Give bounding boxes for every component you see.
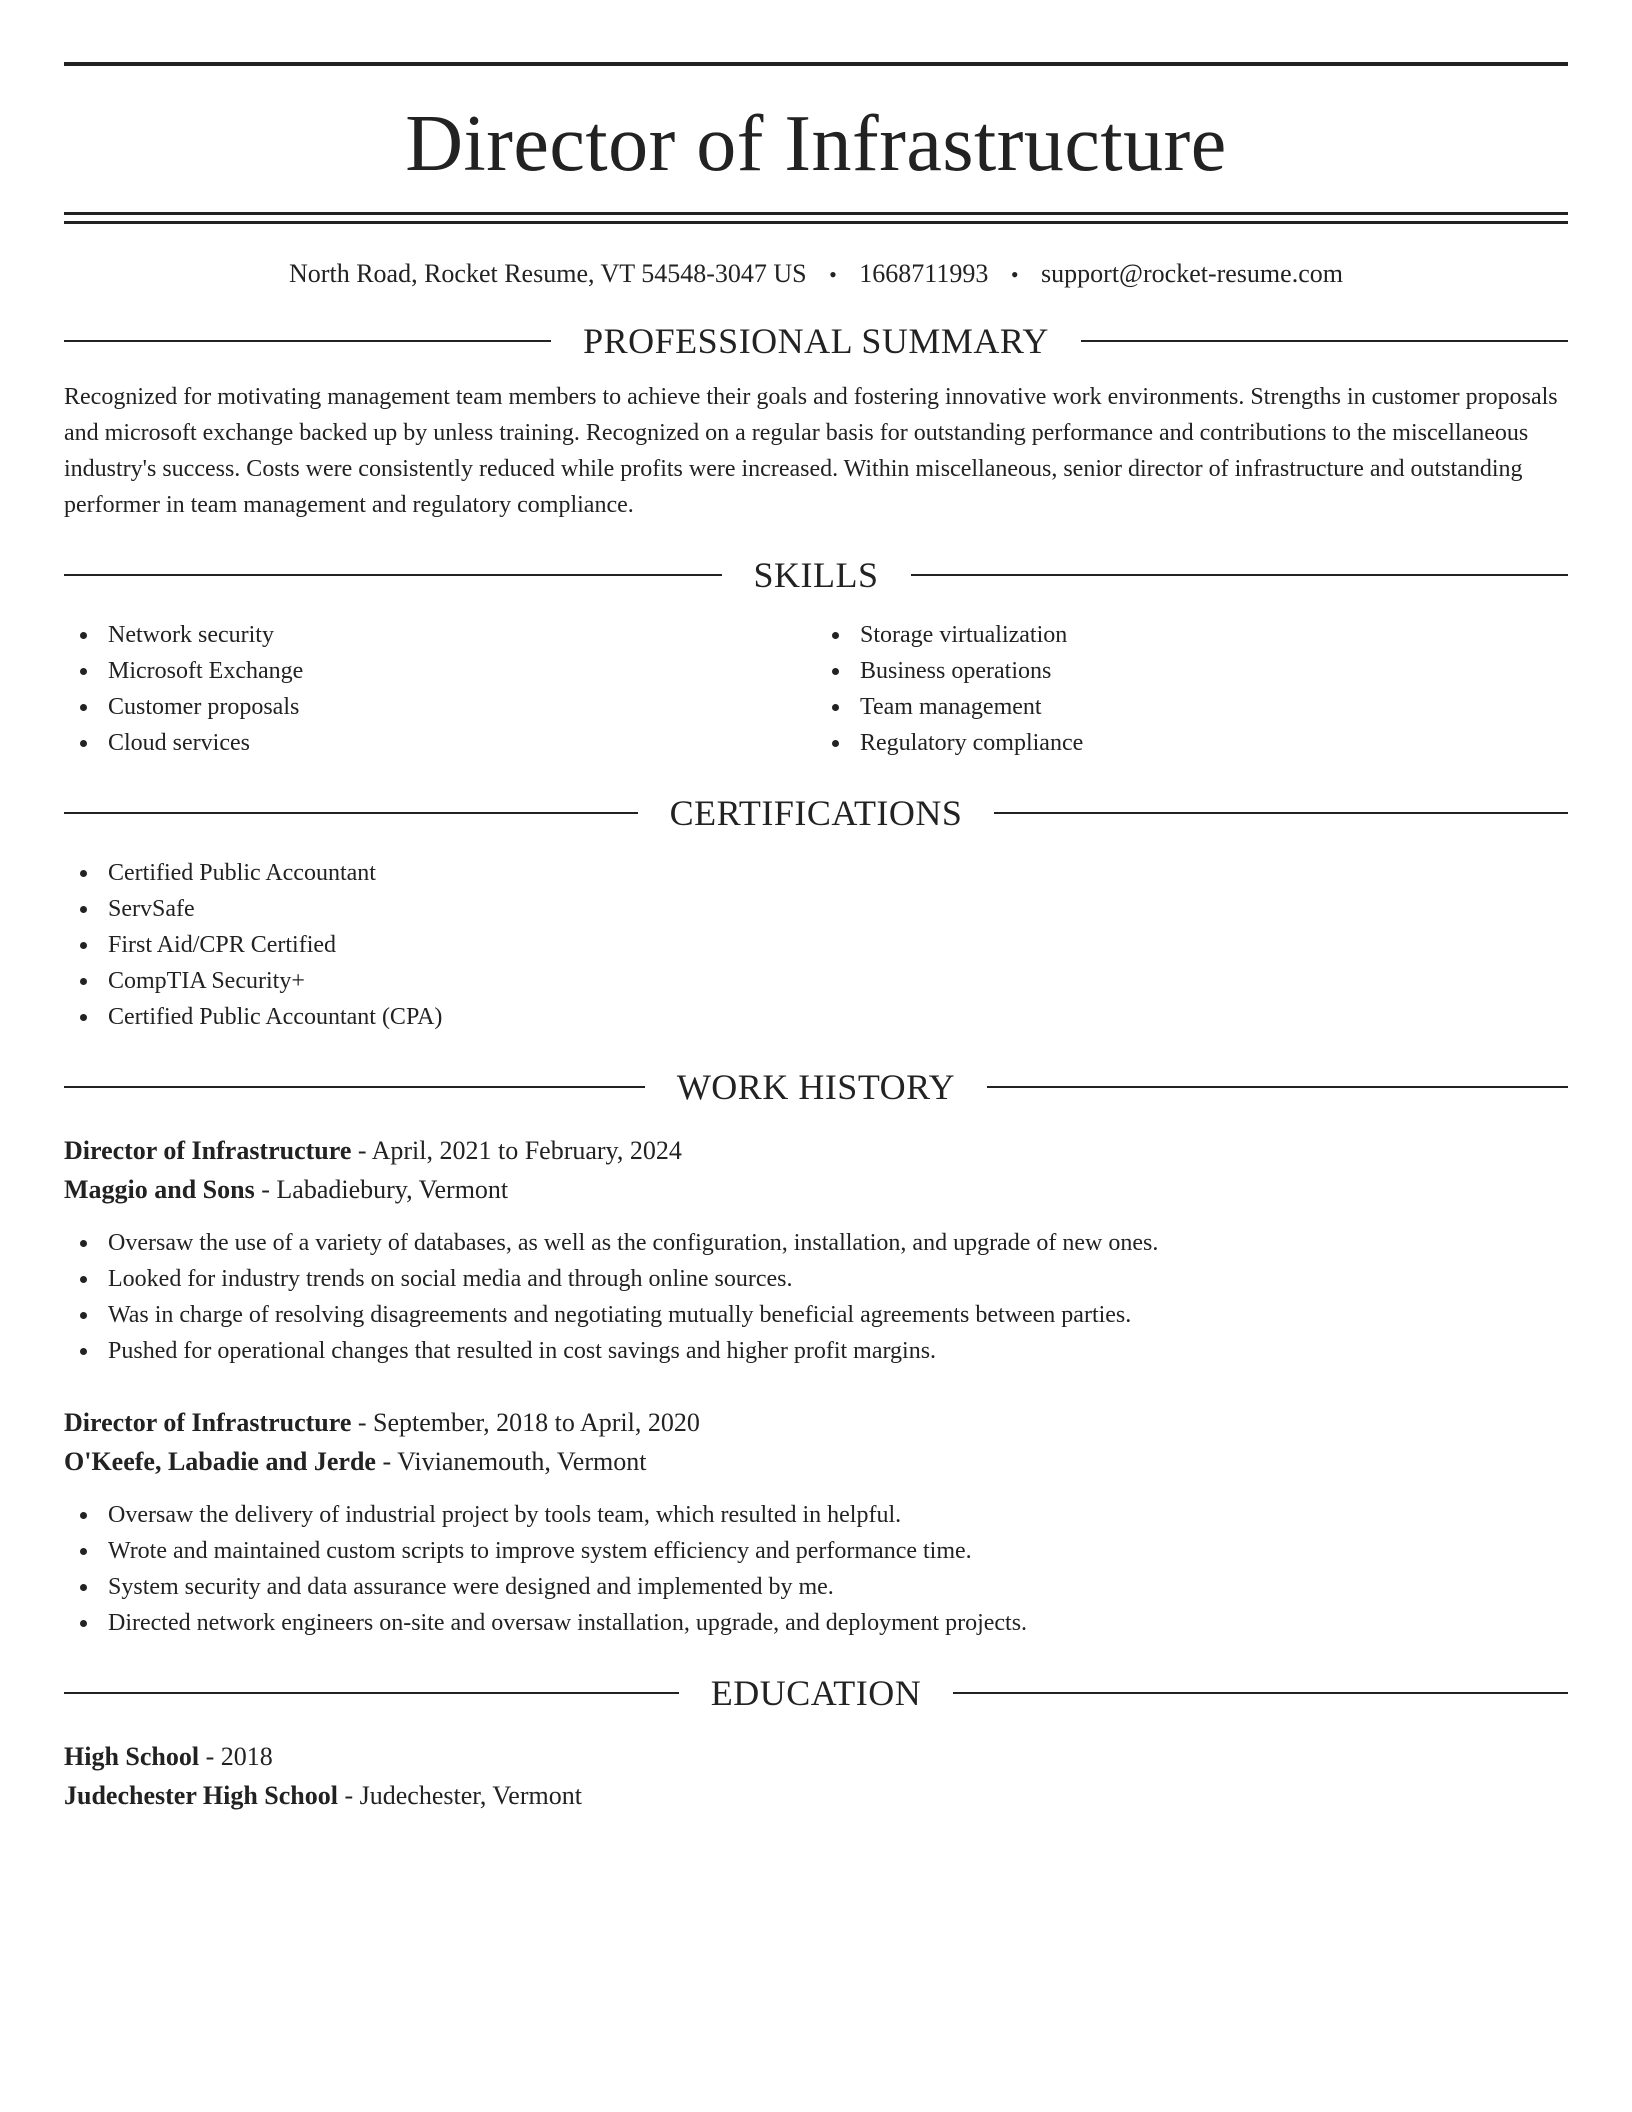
job-company-line [64,1170,1568,1209]
job-title-line [64,1131,1568,1170]
skill-item: Regulatory compliance [816,725,1568,761]
skills-title: SKILLS [753,555,879,596]
skill-item: Team management [816,689,1568,725]
heading-rule-right [987,1086,1568,1088]
summary-text: Recognized for motivating management team members to achieve their goals and fostering innovative work environments. Strengths in customer proposals and microsoft exchange backed up by unless training. Recognized on a regular basis for outstanding performance and contributions to the miscellaneous industry's success. Costs were consistently reduced while profits were increased. Within miscellaneous, senior director of infrastructure and outstanding performer in team management and regulatory compliance. [64,384,1558,519]
job-bullet: System security and data assurance were designed and implemented by me. [64,1569,1568,1605]
education-entry [64,1737,1568,1815]
heading-rule-left [64,574,722,576]
job-location: - Labadiebury, Vermont [254,1175,509,1205]
skills-grid [64,617,1568,761]
job-title-line [64,1403,1568,1442]
certification-item: First Aid/CPR Certified [64,927,1568,963]
job-company-line [64,1442,1568,1481]
job-bullet: Directed network engineers on-site and oversaw installation, upgrade, and deployment projects. [64,1605,1568,1641]
contact-line [64,258,1568,289]
skill-item: Microsoft Exchange [64,653,816,689]
skill-item: Cloud services [64,725,816,761]
heading-rule-right [994,812,1568,814]
double-rule [64,212,1568,224]
contact-separator: • [1010,262,1019,287]
heading-rule-left [64,1692,679,1694]
certifications-heading [64,793,1568,834]
skills-heading [64,555,1568,596]
skill-item: Customer proposals [64,689,816,725]
work-title: WORK HISTORY [676,1067,956,1108]
top-rule [64,62,1568,66]
work-heading [64,1067,1568,1108]
summary-title: PROFESSIONAL SUMMARY [583,321,1049,362]
job-bullet: Looked for industry trends on social media and through online sources. [64,1261,1568,1297]
certification-item: CompTIA Security+ [64,963,1568,999]
job-company: Maggio and Sons [64,1175,255,1205]
certifications-list [64,855,1568,1035]
certification-item: ServSafe [64,891,1568,927]
job-dates: - April, 2021 to February, 2024 [351,1136,682,1166]
job-location: - Vivianemouth, Vermont [375,1447,647,1477]
job-title: Director of Infrastructure [64,1136,352,1166]
education-year: - 2018 [199,1742,273,1772]
job-bullet: Pushed for operational changes that resulted in cost savings and higher profit margins. [64,1333,1568,1369]
job-entry [64,1403,1568,1641]
contact-phone: 1668711993 [859,259,989,288]
job-bullets [64,1225,1568,1369]
job-bullets [64,1497,1568,1641]
job-bullet: Oversaw the delivery of industrial project by tools team, which resulted in helpful. [64,1497,1568,1533]
certification-item: Certified Public Accountant (CPA) [64,999,1568,1035]
certifications-title: CERTIFICATIONS [669,793,963,834]
education-location: - Judechester, Vermont [337,1781,582,1811]
heading-rule-left [64,340,551,342]
job-entry [64,1131,1568,1369]
skills-list-right [816,617,1568,761]
job-bullet: Oversaw the use of a variety of databases, as well as the configuration, installation, and upgrade of new ones. [64,1225,1568,1261]
job-bullet: Was in charge of resolving disagreements and negotiating mutually beneficial agreements between parties. [64,1297,1568,1333]
heading-rule-left [64,812,638,814]
certification-item: Certified Public Accountant [64,855,1568,891]
contact-address: North Road, Rocket Resume, VT 54548-3047 US [289,259,807,288]
summary-heading [64,321,1568,362]
education-school: Judechester High School [64,1781,338,1811]
job-title: Director of Infrastructure [64,1408,352,1438]
education-degree: High School [64,1742,200,1772]
education-heading [64,1673,1568,1714]
contact-separator: • [829,262,837,287]
skill-item: Storage virtualization [816,617,1568,653]
job-company: O'Keefe, Labadie and Jerde [64,1447,376,1477]
heading-rule-right [953,1692,1568,1694]
skill-item: Network security [64,617,816,653]
education-title: EDUCATION [710,1673,922,1714]
heading-rule-right [911,574,1569,576]
skill-item: Business operations [816,653,1568,689]
heading-rule-right [1081,340,1568,342]
education-degree-line [64,1737,1568,1776]
contact-email: support@rocket-resume.com [1041,259,1343,288]
heading-rule-left [64,1086,645,1088]
education-school-line [64,1776,1568,1815]
job-dates: - September, 2018 to April, 2020 [351,1408,700,1438]
resume-name: Director of Infrastructure [405,100,1227,188]
job-bullet: Wrote and maintained custom scripts to improve system efficiency and performance time. [64,1533,1568,1569]
skills-list-left [64,617,816,761]
